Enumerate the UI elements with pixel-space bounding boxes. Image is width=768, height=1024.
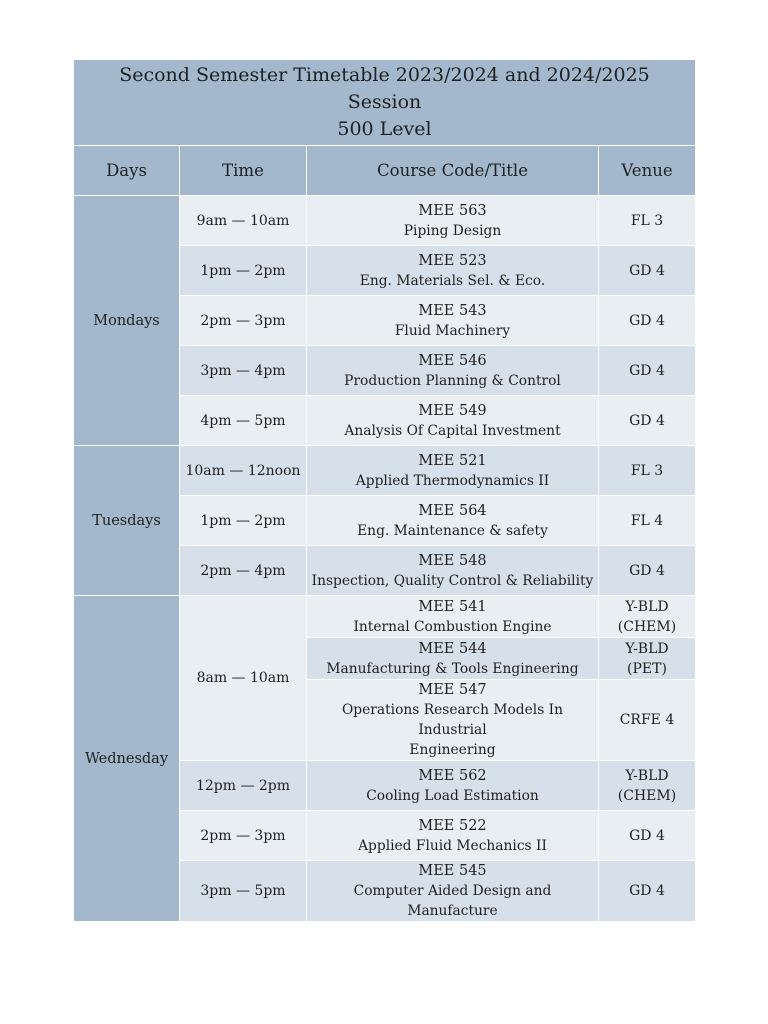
time-cell: 2pm — 4pm xyxy=(180,546,307,596)
venue-cell: GD 4 xyxy=(599,396,696,446)
course-title: Piping Design xyxy=(403,222,502,239)
course-title-line-1: Operations Research Models In Industrial xyxy=(341,702,563,738)
course-cell xyxy=(307,596,599,638)
table-row xyxy=(74,446,696,496)
course-cell xyxy=(307,811,599,861)
course-code: MEE 544 xyxy=(418,640,487,657)
time-cell: 10am — 12noon xyxy=(180,446,307,496)
course-cell xyxy=(307,246,599,296)
venue-cell: GD 4 xyxy=(599,861,696,922)
course-code: MEE 546 xyxy=(418,352,487,369)
venue-cell: GD 4 xyxy=(599,246,696,296)
timetable-title xyxy=(74,60,696,146)
venue-cell xyxy=(599,596,696,638)
time-cell: 1pm — 2pm xyxy=(180,246,307,296)
time-cell: 3pm — 4pm xyxy=(180,346,307,396)
time-cell: 2pm — 3pm xyxy=(180,296,307,346)
course-title: Eng. Maintenance & safety xyxy=(357,522,548,539)
course-title: Fluid Machinery xyxy=(394,322,511,339)
course-code: MEE 523 xyxy=(418,252,487,269)
course-code: MEE 564 xyxy=(418,502,487,519)
course-cell xyxy=(307,346,599,396)
timetable-container xyxy=(73,59,695,922)
day-tuesdays: Tuesdays xyxy=(74,446,180,596)
venue-line-2: (PET) xyxy=(627,660,667,677)
title-row xyxy=(74,60,696,146)
venue-cell xyxy=(599,638,696,680)
course-cell xyxy=(307,680,599,761)
course-title: Manufacturing & Tools Engineering xyxy=(326,660,579,677)
venue-cell: GD 4 xyxy=(599,546,696,596)
course-cell xyxy=(307,546,599,596)
title-line-1: Second Semester Timetable 2023/2024 and 2024/2025 Session xyxy=(119,64,650,113)
venue-line-1: Y-BLD xyxy=(625,640,669,657)
course-code: MEE 549 xyxy=(418,402,487,419)
course-cell xyxy=(307,638,599,680)
course-title: Computer Aided Design and Manufacture xyxy=(353,883,552,919)
course-cell xyxy=(307,296,599,346)
course-cell xyxy=(307,196,599,246)
venue-cell xyxy=(599,761,696,811)
course-cell xyxy=(307,496,599,546)
course-code: MEE 545 xyxy=(418,863,487,879)
course-cell xyxy=(307,446,599,496)
time-cell: 4pm — 5pm xyxy=(180,396,307,446)
course-code: MEE 521 xyxy=(418,452,487,469)
timetable xyxy=(73,59,696,922)
header-time: Time xyxy=(180,146,307,196)
course-title: Cooling Load Estimation xyxy=(366,787,539,804)
header-venue: Venue xyxy=(599,146,696,196)
course-title: Internal Combustion Engine xyxy=(353,618,552,635)
venue-cell: GD 4 xyxy=(599,296,696,346)
venue-line-2: (CHEM) xyxy=(617,787,677,804)
course-title: Applied Fluid Mechanics II xyxy=(358,837,547,854)
venue-line-1: Y-BLD xyxy=(625,767,669,784)
venue-line-2: (CHEM) xyxy=(617,618,677,635)
venue-cell: CRFE 4 xyxy=(599,680,696,761)
venue-line-1: Y-BLD xyxy=(625,598,669,615)
title-line-2: 500 Level xyxy=(337,118,432,140)
venue-cell: GD 4 xyxy=(599,346,696,396)
course-title-line-2: Engineering xyxy=(409,742,496,758)
course-cell xyxy=(307,396,599,446)
course-code: MEE 548 xyxy=(418,552,487,569)
course-cell xyxy=(307,861,599,922)
venue-cell: FL 3 xyxy=(599,446,696,496)
course-code: MEE 541 xyxy=(418,598,487,615)
course-code: MEE 543 xyxy=(418,302,487,319)
course-title: Eng. Materials Sel. & Eco. xyxy=(359,272,546,289)
time-cell: 3pm — 5pm xyxy=(180,861,307,922)
time-cell: 2pm — 3pm xyxy=(180,811,307,861)
venue-cell: FL 3 xyxy=(599,196,696,246)
venue-cell: GD 4 xyxy=(599,811,696,861)
time-cell: 9am — 10am xyxy=(180,196,307,246)
time-cell: 1pm — 2pm xyxy=(180,496,307,546)
course-title: Applied Thermodynamics II xyxy=(355,472,550,489)
time-cell: 12pm — 2pm xyxy=(180,761,307,811)
course-code: MEE 547 xyxy=(418,682,487,698)
table-row xyxy=(74,596,696,638)
course-title: Production Planning & Control xyxy=(344,372,561,389)
course-cell xyxy=(307,761,599,811)
course-code: MEE 563 xyxy=(418,202,487,219)
header-days: Days xyxy=(74,146,180,196)
time-cell: 8am — 10am xyxy=(180,596,307,761)
day-mondays: Mondays xyxy=(74,196,180,446)
course-code: MEE 562 xyxy=(418,767,487,784)
course-title: Analysis Of Capital Investment xyxy=(344,422,561,439)
header-row xyxy=(74,146,696,196)
table-row xyxy=(74,196,696,246)
course-code: MEE 522 xyxy=(418,817,487,834)
venue-cell: FL 4 xyxy=(599,496,696,546)
header-course: Course Code/Title xyxy=(307,146,599,196)
course-title: Inspection, Quality Control & Reliability xyxy=(311,572,594,589)
day-wednesday: Wednesday xyxy=(74,596,180,922)
